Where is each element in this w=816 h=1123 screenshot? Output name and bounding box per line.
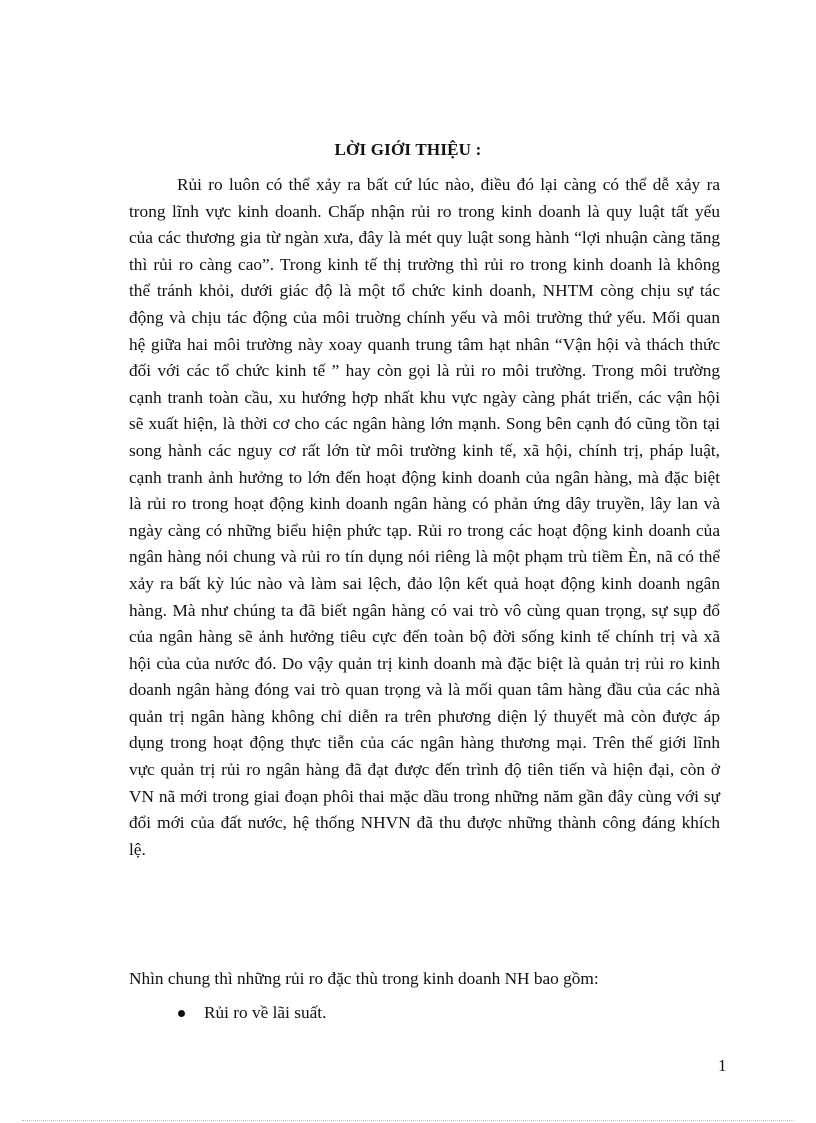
page-number: 1 [718,1056,727,1075]
list-item-text: Rủi ro về lãi suất. [204,1003,327,1022]
intro-paragraph: Rủi ro luôn có thể xảy ra bất cứ lúc nào, điều đó lại càng có thể dễ xảy ra trong lĩnh vực kinh doanh. Chấp nhận rủi ro trong kinh doanh là quy luật tất yếu của các thương gia từ ngàn xưa, đây là mét quy luật song hành “lợi nhuận càng tăng thì rủi ro càng cao”. Trong kinh tế thị trường thì rủi ro trong kinh doanh là không thể tránh khỏi, dưới giác độ là một tổ chức kinh doanh, NHTM còng chịu sự tác động và chịu tác động của môi truờng chính yếu và môi trường thứ yếu. Mối quan hệ giữa hai môi trường này xoay quanh trung tâm hạt nhân “Vận hội và thách thức đối với các tổ chức kinh tế ” hay còn gọi là rủi ro môi trường. Trong môi trường cạnh tranh toàn cầu, xu hướng hợp nhất khu vực ngày càng phát triển, các vận hội sẽ xuất hiện, là thời cơ cho các ngân hàng lớn mạnh. Song bên cạnh đó cũng tồn tại song hành các nguy cơ rất lớn từ môi trường kinh tế, xã hội, chính trị, pháp luật, cạnh tranh ảnh hưởng to lớn đến hoạt động kinh doanh của ngân hàng, mà đặc biệt là rủi ro trong hoạt động kinh doanh ngân hàng có phản ứng dây truyền, lây lan và ngày càng có những biểu hiện phức tạp. Rủi ro trong các hoạt động kinh doanh của ngân hàng nói chung và rủi ro tín dụng nói riêng là một phạm trù tiềm Èn, nã có thể xảy ra bất kỳ lúc nào và làm sai lệch, đảo lộn kết quả hoạt động kinh doanh ngân hàng. Mà như chúng ta đã biết ngân hàng có vai trò vô cùng quan trọng, sự sụp đổ của ngân hàng sẽ ảnh hưởng tiêu cực đến toàn bộ đời sống kinh tế chính trị và xã hội của của nước đó. Do vậy quản trị kinh doanh mà đặc biệt là quản trị rủi ro kinh doanh ngân hàng đóng vai trò quan trọng và là mối quan tâm hàng đầu của các nhà quản trị ngân hàng không chỉ diễn ra trên phương diện lý thuyết mà còn được áp dụng trong hoạt động thực tiễn của các ngân hàng thương mại. Trên thế giới lĩnh vực quản trị rủi ro ngân hàng đã đạt được đến trình độ tiên tiến và hiện đại, còn ở VN nã mới trong giai đoạn phôi thai mặc dầu trong những năm gần đây cùng với sự đổi mới của đất nước, hệ thống NHVN đã thu được những thành công đáng khích lệ. [129,175,720,859]
risk-list [176,1000,326,1026]
page-footer-divider [22,1120,794,1121]
list-item [176,1000,326,1026]
page-title: LỜI GIỚI THIỆU : [334,140,482,159]
bullet-icon [178,1010,185,1017]
summary-line: Nhìn chung thì những rủi ro đặc thù trong kinh doanh NH bao gồm: [129,969,599,988]
